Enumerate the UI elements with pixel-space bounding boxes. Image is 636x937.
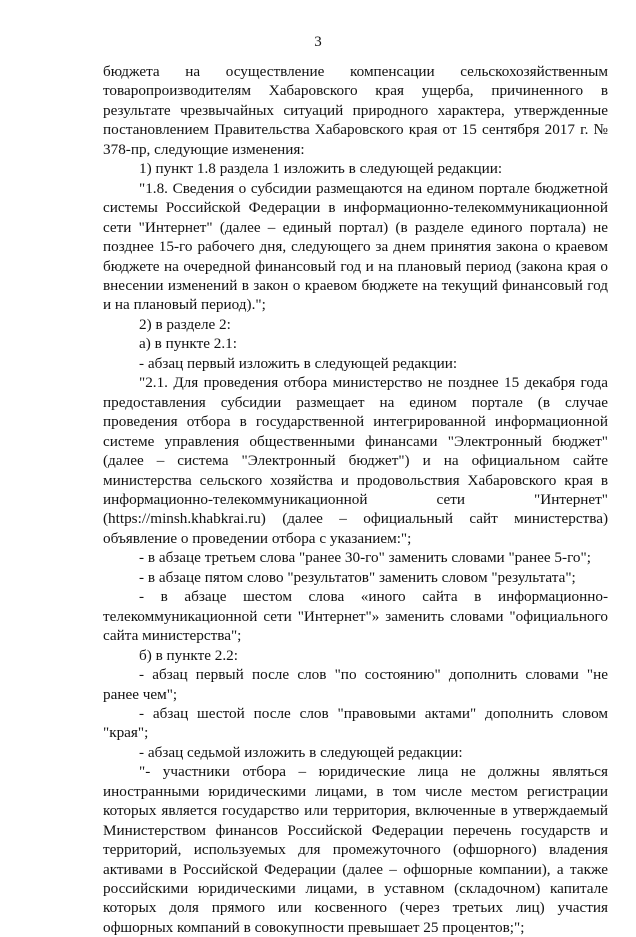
paragraph: бюджета на осуществление компенсации сельскохозяйственным товаропроизводителям Хабаровского края ущерба, причиненного в результате чрезвычайных ситуаций природного характера, утвержденные постановлением Правительства Хабаровского края от 15 сентября 2017 г. № 378-пр, следующие изменения: xyxy=(103,63,608,158)
paragraph: "- участники отбора – юридические лица не должны являться иностранными юридическими лицами, в том числе местом регистрации которых является государство или территория, включенные в утверждаемый Министерством финансов Российской Федерации перечень государств и территорий, используемых для промежуточного (офшорного) владения активами в Российской Федерации (далее – офшорные компании), а также российскими юридическими лицами, в уставном (складочном) капитале которых доля прямого или косвенного (через третьих лиц) участия офшорных компаний в совокупности превышает 25 процентов;"; xyxy=(103,763,608,936)
paragraph: - в абзаце пятом слово "результатов" заменить словом "результата"; xyxy=(139,568,576,586)
paragraph: а) в пункте 2.1: xyxy=(139,335,237,353)
page-number: 3 xyxy=(314,34,322,50)
paragraph: - абзац первый изложить в следующей редакции: xyxy=(139,354,458,372)
paragraph: - в абзаце шестом слова «иного сайта в информационно-телекоммуникационной сети "Интернет"» заменить словами "официального сайта министерства"; xyxy=(103,588,608,645)
paragraph: - абзац шестой после слов "правовыми актами" дополнить словом "края"; xyxy=(103,704,608,742)
paragraph: "1.8. Сведения о субсидии размещаются на едином портале бюджетной системы Российской Федерации в информационно-телекоммуникационной сети "Интернет" (далее – единый портал) (в разделе единого портала) не позднее 15-го рабочего дня, следующего за днем принятия закона о краевом бюджете на очередной финансовый год и на плановый период (закона края о внесении изменений в закон о краевом бюджете на текущий финансовый год и на плановый период)."; xyxy=(103,179,608,314)
document-body xyxy=(103,62,608,937)
paragraph: "2.1. Для проведения отбора министерство не позднее 15 декабря года предоставления субсидии размещает на едином портале (в случае проведения отбора в государственной интегрированной информационной системе управления общественными финансами "Электронный бюджет" (далее – система "Электронный бюджет") и на официальном сайте министерства сельского хозяйства и продовольствия Хабаровского края в информационно-телекоммуникационной сети "Интернет" (https://minsh.khabkrai.ru) (далее – официальный сайт министерства) объявление о проведении отбора с указанием:"; xyxy=(103,374,608,547)
paragraph: б) в пункте 2.2: xyxy=(139,646,238,664)
paragraph: 1) пункт 1.8 раздела 1 изложить в следующей редакции: xyxy=(139,160,503,178)
paragraph: - абзац седьмой изложить в следующей редакции: xyxy=(139,743,463,761)
paragraph: 2) в разделе 2: xyxy=(139,315,231,333)
paragraph: - в абзаце третьем слова "ранее 30-го" заменить словами "ранее 5-го"; xyxy=(139,549,591,567)
paragraph: - абзац первый после слов "по состоянию" дополнить словами "не ранее чем"; xyxy=(103,666,608,703)
